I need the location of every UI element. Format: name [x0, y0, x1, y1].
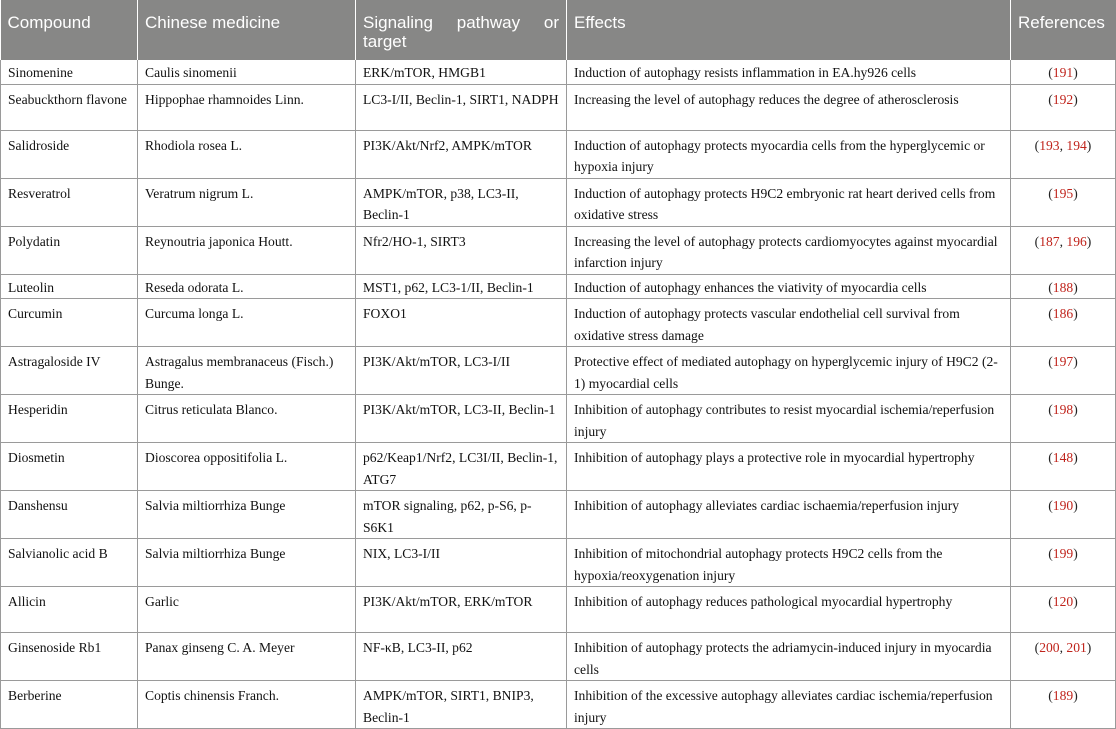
cell-effects: Protective effect of mediated autophagy on hyperglycemic injury of H9C2 (2-1) myocardial cells [567, 347, 1011, 395]
cell-signaling-pathway: MST1, p62, LC3-1/II, Beclin-1 [356, 274, 567, 299]
cell-signaling-pathway: AMPK/mTOR, p38, LC3-II, Beclin-1 [356, 178, 567, 226]
cell-chinese-medicine: Caulis sinomenii [138, 60, 356, 84]
cell-references: (120) [1011, 587, 1116, 633]
cell-chinese-medicine: Reseda odorata L. [138, 274, 356, 299]
cell-signaling-pathway: LC3-I/II, Beclin-1, SIRT1, NADPH [356, 84, 567, 130]
cell-references: (195) [1011, 178, 1116, 226]
cell-compound: Ginsenoside Rb1 [1, 633, 138, 681]
cell-signaling-pathway: p62/Keap1/Nrf2, LC3I/II, Beclin-1, ATG7 [356, 443, 567, 491]
reference-link[interactable]: 191 [1052, 65, 1074, 80]
table-row [1, 587, 1116, 633]
cell-references: (197) [1011, 347, 1116, 395]
cell-chinese-medicine: Salvia miltiorrhiza Bunge [138, 491, 356, 539]
cell-compound: Polydatin [1, 226, 138, 274]
cell-references: (188) [1011, 274, 1116, 299]
table-row [1, 681, 1116, 729]
header-signaling-pathway: Signaling pathway or target [356, 0, 567, 60]
cell-signaling-pathway: Nfr2/HO-1, SIRT3 [356, 226, 567, 274]
reference-link[interactable]: 201 [1066, 640, 1087, 655]
cell-chinese-medicine: Salvia miltiorrhiza Bunge [138, 539, 356, 587]
cell-signaling-pathway: NF-κB, LC3-II, p62 [356, 633, 567, 681]
cell-effects: Inhibition of autophagy protects the adriamycin-induced injury in myocardia cells [567, 633, 1011, 681]
reference-link[interactable]: 188 [1052, 279, 1074, 295]
cell-signaling-pathway: FOXO1 [356, 299, 567, 347]
table-row [1, 491, 1116, 539]
cell-effects: Inhibition of autophagy reduces pathological myocardial hypertrophy [567, 587, 1011, 633]
table-row [1, 299, 1116, 347]
reference-link[interactable]: 198 [1052, 402, 1074, 417]
cell-compound: Resveratrol [1, 178, 138, 226]
cell-chinese-medicine: Panax ginseng C. A. Meyer [138, 633, 356, 681]
cell-signaling-pathway: mTOR signaling, p62, p-S6, p-S6K1 [356, 491, 567, 539]
cell-chinese-medicine: Veratrum nigrum L. [138, 178, 356, 226]
table-row [1, 633, 1116, 681]
cell-chinese-medicine: Hippophae rhamnoides Linn. [138, 84, 356, 130]
cell-compound: Allicin [1, 587, 138, 633]
cell-chinese-medicine: Reynoutria japonica Houtt. [138, 226, 356, 274]
cell-references: (189) [1011, 681, 1116, 729]
cell-references: (198) [1011, 395, 1116, 443]
cell-signaling-pathway: PI3K/Akt/mTOR, LC3-II, Beclin-1 [356, 395, 567, 443]
cell-compound: Diosmetin [1, 443, 138, 491]
cell-effects: Induction of autophagy protects H9C2 embryonic rat heart derived cells from oxidative stress [567, 178, 1011, 226]
cell-references: (200, 201) [1011, 633, 1116, 681]
cell-effects: Inhibition of autophagy plays a protective role in myocardial hypertrophy [567, 443, 1011, 491]
cell-references: (186) [1011, 299, 1116, 347]
cell-signaling-pathway: PI3K/Akt/mTOR, LC3-I/II [356, 347, 567, 395]
reference-link[interactable]: 148 [1052, 450, 1074, 465]
cell-effects: Inhibition of the excessive autophagy alleviates cardiac ischemia/reperfusion injury [567, 681, 1011, 729]
table-row [1, 178, 1116, 226]
cell-compound: Luteolin [1, 274, 138, 299]
table-row [1, 130, 1116, 178]
header-row [1, 0, 1116, 60]
table-row [1, 395, 1116, 443]
cell-compound: Danshensu [1, 491, 138, 539]
header-compound: Compound [1, 0, 138, 60]
cell-references: (192) [1011, 84, 1116, 130]
reference-link[interactable]: 189 [1052, 688, 1074, 703]
cell-compound: Berberine [1, 681, 138, 729]
cell-signaling-pathway: PI3K/Akt/mTOR, ERK/mTOR [356, 587, 567, 633]
cell-signaling-pathway: NIX, LC3-I/II [356, 539, 567, 587]
cell-references: (191) [1011, 60, 1116, 84]
cell-effects: Increasing the level of autophagy protects cardiomyocytes against myocardial infarction injury [567, 226, 1011, 274]
cell-effects: Induction of autophagy resists inflammation in EA.hy926 cells [567, 60, 1011, 84]
table-row [1, 443, 1116, 491]
cell-chinese-medicine: Citrus reticulata Blanco. [138, 395, 356, 443]
cell-effects: Inhibition of autophagy alleviates cardiac ischaemia/reperfusion injury [567, 491, 1011, 539]
cell-effects: Induction of autophagy protects vascular endothelial cell survival from oxidative stress damage [567, 299, 1011, 347]
cell-references: (193, 194) [1011, 130, 1116, 178]
reference-link[interactable]: 199 [1052, 546, 1074, 561]
cell-chinese-medicine: Garlic [138, 587, 356, 633]
reference-link[interactable]: 192 [1052, 91, 1074, 107]
reference-link[interactable]: 190 [1052, 498, 1074, 513]
table-row [1, 226, 1116, 274]
reference-link[interactable]: 120 [1052, 594, 1074, 609]
reference-link[interactable]: 200 [1039, 640, 1060, 655]
reference-link[interactable]: 193 [1039, 137, 1060, 153]
cell-references: (187, 196) [1011, 226, 1116, 274]
cell-effects: Induction of autophagy protects myocardia cells from the hyperglycemic or hypoxia injury [567, 130, 1011, 178]
cell-compound: Salidroside [1, 130, 138, 178]
cell-chinese-medicine: Coptis chinensis Franch. [138, 681, 356, 729]
table-row [1, 84, 1116, 130]
cell-effects: Inhibition of mitochondrial autophagy protects H9C2 cells from the hypoxia/reoxygenation injury [567, 539, 1011, 587]
cell-effects: Inhibition of autophagy contributes to resist myocardial ischemia/reperfusion injury [567, 395, 1011, 443]
cell-references: (148) [1011, 443, 1116, 491]
reference-link[interactable]: 197 [1052, 354, 1074, 369]
reference-link[interactable]: 195 [1052, 185, 1074, 201]
reference-link[interactable]: 196 [1066, 233, 1087, 249]
cell-compound: Hesperidin [1, 395, 138, 443]
cell-effects: Increasing the level of autophagy reduces the degree of atherosclerosis [567, 84, 1011, 130]
reference-link[interactable]: 187 [1039, 233, 1060, 249]
table-row [1, 60, 1116, 84]
cell-compound: Curcumin [1, 299, 138, 347]
cell-effects: Induction of autophagy enhances the viativity of myocardia cells [567, 274, 1011, 299]
cell-references: (190) [1011, 491, 1116, 539]
cell-signaling-pathway: PI3K/Akt/Nrf2, AMPK/mTOR [356, 130, 567, 178]
cell-signaling-pathway: ERK/mTOR, HMGB1 [356, 60, 567, 84]
cell-chinese-medicine: Rhodiola rosea L. [138, 130, 356, 178]
cell-references: (199) [1011, 539, 1116, 587]
cell-compound: Astragaloside IV [1, 347, 138, 395]
header-references: References [1011, 0, 1116, 60]
reference-link[interactable]: 186 [1052, 306, 1074, 321]
header-effects: Effects [567, 0, 1011, 60]
cell-compound: Seabuckthorn flavone [1, 84, 138, 130]
reference-link[interactable]: 194 [1066, 137, 1087, 153]
table-row [1, 347, 1116, 395]
header-chinese-medicine: Chinese medicine [138, 0, 356, 60]
cell-compound: Sinomenine [1, 60, 138, 84]
table-row [1, 539, 1116, 587]
cell-compound: Salvianolic acid B [1, 539, 138, 587]
cell-signaling-pathway: AMPK/mTOR, SIRT1, BNIP3, Beclin-1 [356, 681, 567, 729]
cell-chinese-medicine: Astragalus membranaceus (Fisch.) Bunge. [138, 347, 356, 395]
cell-chinese-medicine: Curcuma longa L. [138, 299, 356, 347]
cell-chinese-medicine: Dioscorea oppositifolia L. [138, 443, 356, 491]
table-row [1, 274, 1116, 299]
